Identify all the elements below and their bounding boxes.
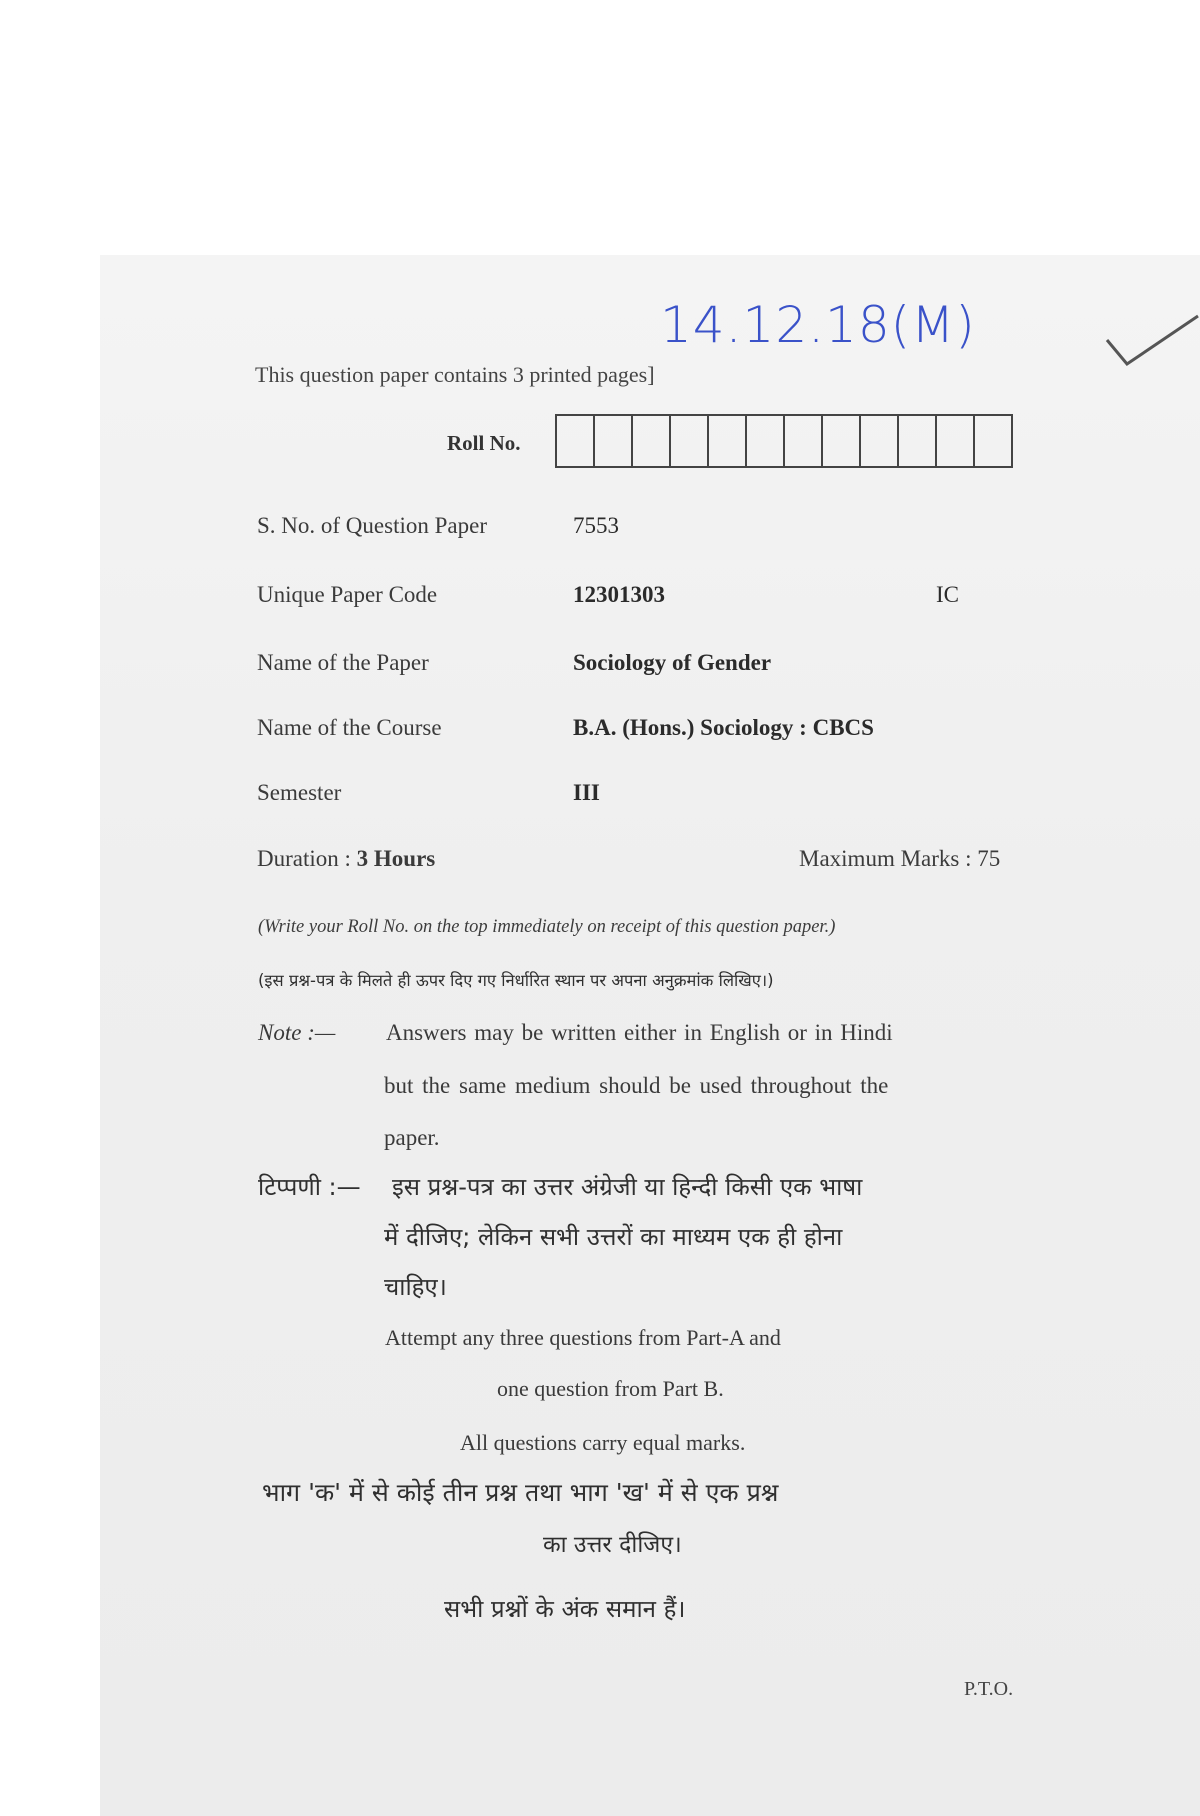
field-value-paper-name: Sociology of Gender — [573, 650, 772, 675]
note-line-3: paper. — [384, 1125, 440, 1150]
header-line: This question paper contains 3 printed pages] — [255, 362, 655, 387]
roll-number-box[interactable] — [823, 416, 861, 466]
field-value-serial: 7553 — [573, 513, 619, 538]
handwritten-date: 14.12.18(M) — [660, 296, 976, 354]
note-line-1: Answers may be written either in English or in Hindi — [386, 1020, 893, 1045]
please-turn-over: P.T.O. — [964, 1678, 1014, 1700]
roll-number-box[interactable] — [899, 416, 937, 466]
field-value-semester: III — [573, 780, 600, 805]
attempt-hindi-line-1: भाग 'क' में से कोई तीन प्रश्न तथा भाग 'ख' में से एक प्रश्न — [262, 1478, 779, 1507]
note-hindi-label: टिप्पणी :— — [258, 1173, 361, 1201]
roll-number-box[interactable] — [747, 416, 785, 466]
note-hindi-line-1: इस प्रश्न-पत्र का उत्तर अंग्रेजी या हिन्दी किसी एक भाषा — [392, 1173, 863, 1201]
attempt-hindi-line-2: का उत्तर दीजिए। — [543, 1532, 682, 1558]
roll-number-box[interactable] — [861, 416, 899, 466]
attempt-hindi-line-3: सभी प्रश्नों के अंक समान हैं। — [444, 1595, 686, 1623]
roll-number-box[interactable] — [785, 416, 823, 466]
check-mark-icon — [1105, 312, 1200, 372]
roll-number-box[interactable] — [709, 416, 747, 466]
roll-number-box[interactable] — [937, 416, 975, 466]
roll-number-box[interactable] — [557, 416, 595, 466]
duration-value: 3 Hours — [356, 846, 436, 871]
attempt-line-2: one question from Part B. — [497, 1376, 724, 1401]
note-line-2: but the same medium should be used throughout the — [384, 1073, 889, 1098]
field-value-paper-code: 12301303 — [573, 582, 665, 607]
roll-number-box[interactable] — [595, 416, 633, 466]
roll-number-boxes[interactable] — [555, 414, 1013, 468]
field-extra-paper-code: IC — [936, 582, 959, 607]
instruction-hindi: (इस प्रश्न-पत्र के मिलते ही ऊपर दिए गए निर्धारित स्थान पर अपना अनुक्रमांक लिखिए।) — [258, 971, 774, 990]
field-label-serial: S. No. of Question Paper — [257, 513, 487, 538]
duration-label: Duration : — [257, 846, 357, 871]
note-label: Note :— — [258, 1020, 336, 1045]
attempt-line-1: Attempt any three questions from Part-A and — [385, 1325, 781, 1350]
field-label-paper-name: Name of the Paper — [257, 650, 429, 675]
roll-number-label: Roll No. — [447, 431, 521, 455]
attempt-line-3: All questions carry equal marks. — [460, 1430, 746, 1455]
roll-number-box[interactable] — [671, 416, 709, 466]
instruction-english: (Write your Roll No. on the top immediately on receipt of this question paper.) — [258, 917, 836, 937]
roll-number-box[interactable] — [633, 416, 671, 466]
note-hindi-line-2: में दीजिए; लेकिन सभी उत्तरों का माध्यम एक ही होना — [384, 1223, 843, 1251]
field-label-course: Name of the Course — [257, 715, 442, 740]
field-label-paper-code: Unique Paper Code — [257, 582, 438, 607]
duration — [257, 846, 435, 872]
note-hindi-line-3: चाहिए। — [384, 1273, 447, 1301]
field-value-course: B.A. (Hons.) Sociology : CBCS — [573, 715, 874, 740]
maximum-marks: Maximum Marks : 75 — [799, 846, 1001, 871]
roll-number-box[interactable] — [975, 416, 1011, 466]
field-label-semester: Semester — [257, 780, 342, 805]
